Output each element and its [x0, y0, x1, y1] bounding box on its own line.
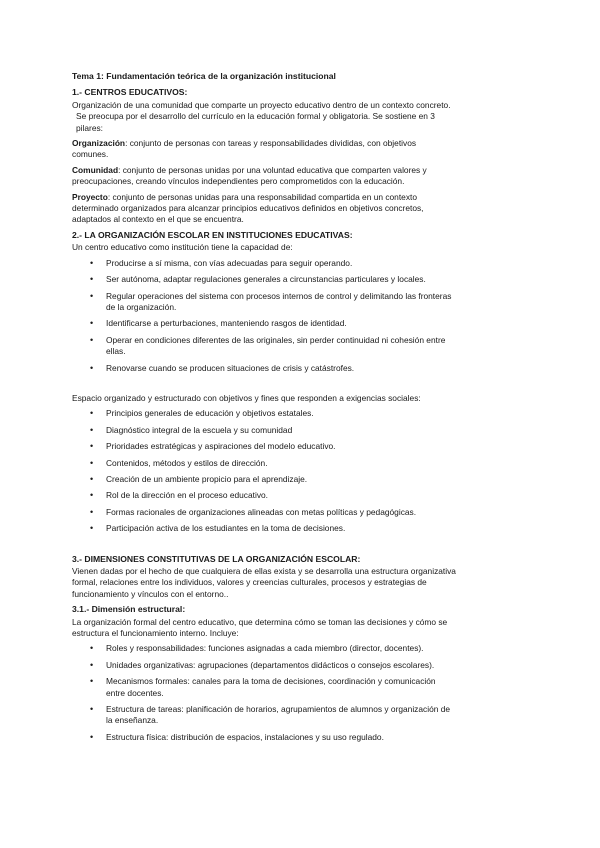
- list-item: [72, 704, 514, 727]
- list-item-text: Unidades organizativas: agrupaciones (departamentos didácticos o consejos escolares).: [106, 659, 435, 670]
- bullet-icon: •: [90, 257, 94, 268]
- definition-text: comunes.: [72, 149, 109, 160]
- list-item: [72, 408, 514, 419]
- section-3-intro-line: formal, relaciones entre los individuos, valores y creencias culturales, procesos y estrategias de: [72, 577, 427, 588]
- list-item: [72, 363, 514, 374]
- bullet-icon: •: [90, 473, 94, 484]
- section-3-1-intro-line: estructura el funcionamiento interno. Incluye:: [72, 628, 239, 639]
- list-item: [72, 676, 514, 699]
- bullet-icon: •: [90, 704, 94, 715]
- bullet-icon: •: [90, 731, 94, 742]
- list-item-text: Operar en condiciones diferentes de las originales, sin perder continuidad ni cohesión entre: [106, 334, 446, 345]
- section-2-intro-2: Espacio organizado y estructurado con objetivos y fines que responden a exigencias sociales:: [72, 392, 421, 403]
- list-item: [72, 458, 514, 469]
- list-item: [72, 425, 514, 436]
- bullet-icon: •: [90, 408, 94, 419]
- section-3-1-list: [72, 643, 514, 743]
- bullet-icon: •: [90, 643, 94, 654]
- list-item-text: Diagnóstico integral de la escuela y su comunidad: [106, 424, 293, 435]
- bullet-icon: •: [90, 676, 94, 687]
- section-3-1-heading: 3.1.- Dimensión estructural:: [72, 604, 186, 615]
- definition-text: : conjunto de personas con tareas y responsabilidades divididas, con objetivos: [125, 138, 417, 149]
- list-item-text: Contenidos, métodos y estilos de dirección.: [106, 457, 268, 468]
- definition-organizacion: [72, 138, 514, 161]
- definition-term: Comunidad: [72, 164, 119, 175]
- list-item-text: Rol de la dirección en el proceso educativo.: [106, 490, 269, 501]
- bullet-icon: •: [90, 523, 94, 534]
- section-2-list: [72, 258, 514, 374]
- list-item: [72, 643, 514, 654]
- definition-proyecto: [72, 192, 514, 226]
- list-item-text: Estructura de tareas: planificación de horarios, agrupamientos de alumnos y organización de: [106, 704, 451, 715]
- section-3-heading: 3.- DIMENSIONES CONSTITUTIVAS DE LA ORGANIZACIÓN ESCOLAR:: [72, 553, 361, 564]
- section-3-intro-line: funcionamiento y vínculos con el entorno..: [72, 588, 229, 599]
- list-item: [72, 732, 514, 743]
- list-item-text: Formas racionales de organizaciones alineadas con metas políticas y pedagógicas.: [106, 506, 417, 517]
- document-page: [72, 71, 514, 748]
- list-item: [72, 660, 514, 671]
- list-item-text: Regular operaciones del sistema con procesos internos de control y delimitando las fronteras: [106, 290, 452, 301]
- list-item-text: entre docentes.: [106, 687, 164, 698]
- section-1-intro-line: Organización de una comunidad que comparte un proyecto educativo dentro de un contexto concreto.: [72, 99, 451, 110]
- bullet-icon: •: [90, 334, 94, 345]
- list-item-text: ellas.: [106, 346, 126, 357]
- list-item-text: Participación activa de los estudiantes en la toma de decisiones.: [106, 523, 346, 534]
- list-item-text: Mecanismos formales: canales para la toma de decisiones, coordinación y comunicación: [106, 676, 436, 687]
- definition-text: preocupaciones, creando vínculos independientes pero comprometidos con la educación.: [72, 176, 405, 187]
- definition-comunidad: [72, 165, 514, 188]
- list-item: [72, 507, 514, 518]
- list-item-text: la enseñanza.: [106, 715, 159, 726]
- document-title: Tema 1: Fundamentación teórica de la organización institucional: [72, 71, 336, 81]
- section-3-1-intro: [72, 617, 514, 640]
- list-item-text: Creación de un ambiente propicio para el aprendizaje.: [106, 473, 308, 484]
- bullet-icon: •: [90, 362, 94, 373]
- list-item: [72, 291, 514, 314]
- bullet-icon: •: [90, 659, 94, 670]
- list-item: [72, 318, 514, 329]
- list-item-text: Producirse a sí misma, con vías adecuadas para seguir operando.: [106, 257, 353, 268]
- definition-term: Organización: [72, 138, 126, 149]
- section-1-intro-line: pilares:: [76, 122, 103, 133]
- definition-term: Proyecto: [72, 191, 108, 202]
- bullet-icon: •: [90, 457, 94, 468]
- list-item: [72, 258, 514, 269]
- bullet-icon: •: [90, 441, 94, 452]
- list-item-text: de la organización.: [106, 301, 177, 312]
- definition-text: : conjunto de personas unidas para una responsabilidad compartida en un contexto: [107, 191, 417, 202]
- list-item: [72, 335, 514, 358]
- list-item-text: Renovarse cuando se producen situaciones de crisis y catástrofes.: [106, 362, 355, 373]
- section-3-intro-line: Vienen dadas por el hecho de que cualquiera de ellas exista y se desarrolla una estructura organizativa: [72, 566, 456, 576]
- list-item-text: Prioridades estratégicas y aspiraciones del modelo educativo.: [106, 441, 336, 452]
- list-item: [72, 490, 514, 501]
- definition-text: determinado organizados para alcanzar principios educativos definidos en objetivos concretos,: [72, 203, 424, 214]
- section-2-list-2: [72, 408, 514, 534]
- list-item: [72, 274, 514, 285]
- bullet-icon: •: [90, 490, 94, 501]
- section-1-intro-line: Se preocupa por el desarrollo del currículo en la educación formal y obligatoria. Se sostiene en 3: [76, 111, 435, 122]
- list-item-text: Roles y responsabilidades: funciones asignadas a cada miembro (director, docentes).: [106, 643, 424, 654]
- bullet-icon: •: [90, 274, 94, 285]
- list-item-text: Identificarse a perturbaciones, manteniendo rasgos de identidad.: [106, 318, 347, 329]
- bullet-icon: •: [90, 290, 94, 301]
- section-1-heading: 1.- CENTROS EDUCATIVOS:: [72, 87, 188, 98]
- list-item: [72, 474, 514, 485]
- section-2-heading: 2.- LA ORGANIZACIÓN ESCOLAR EN INSTITUCIONES EDUCATIVAS:: [72, 229, 353, 240]
- section-2-intro: Un centro educativo como institución tiene la capacidad de:: [72, 242, 293, 253]
- list-item: [72, 523, 514, 534]
- list-item: [72, 441, 514, 452]
- bullet-icon: •: [90, 506, 94, 517]
- definition-text: adaptados al contexto en el que se encuentra.: [72, 214, 244, 225]
- bullet-icon: •: [90, 424, 94, 435]
- list-item-text: Estructura física: distribución de espacios, instalaciones y su uso regulado.: [106, 731, 384, 742]
- section-3-1-intro-line: La organización formal del centro educativo, que determina cómo se toman las decisiones y cómo se: [72, 616, 448, 627]
- section-3-intro: [72, 566, 514, 600]
- list-item-text: Principios generales de educación y objetivos estatales.: [106, 408, 314, 419]
- bullet-icon: •: [90, 318, 94, 329]
- section-1-intro: [72, 100, 514, 134]
- definition-text: : conjunto de personas unidas por una voluntad educativa que comparten valores y: [118, 164, 427, 175]
- list-item-text: Ser autónoma, adaptar regulaciones generales a circunstancias particulares y locales.: [106, 274, 426, 285]
